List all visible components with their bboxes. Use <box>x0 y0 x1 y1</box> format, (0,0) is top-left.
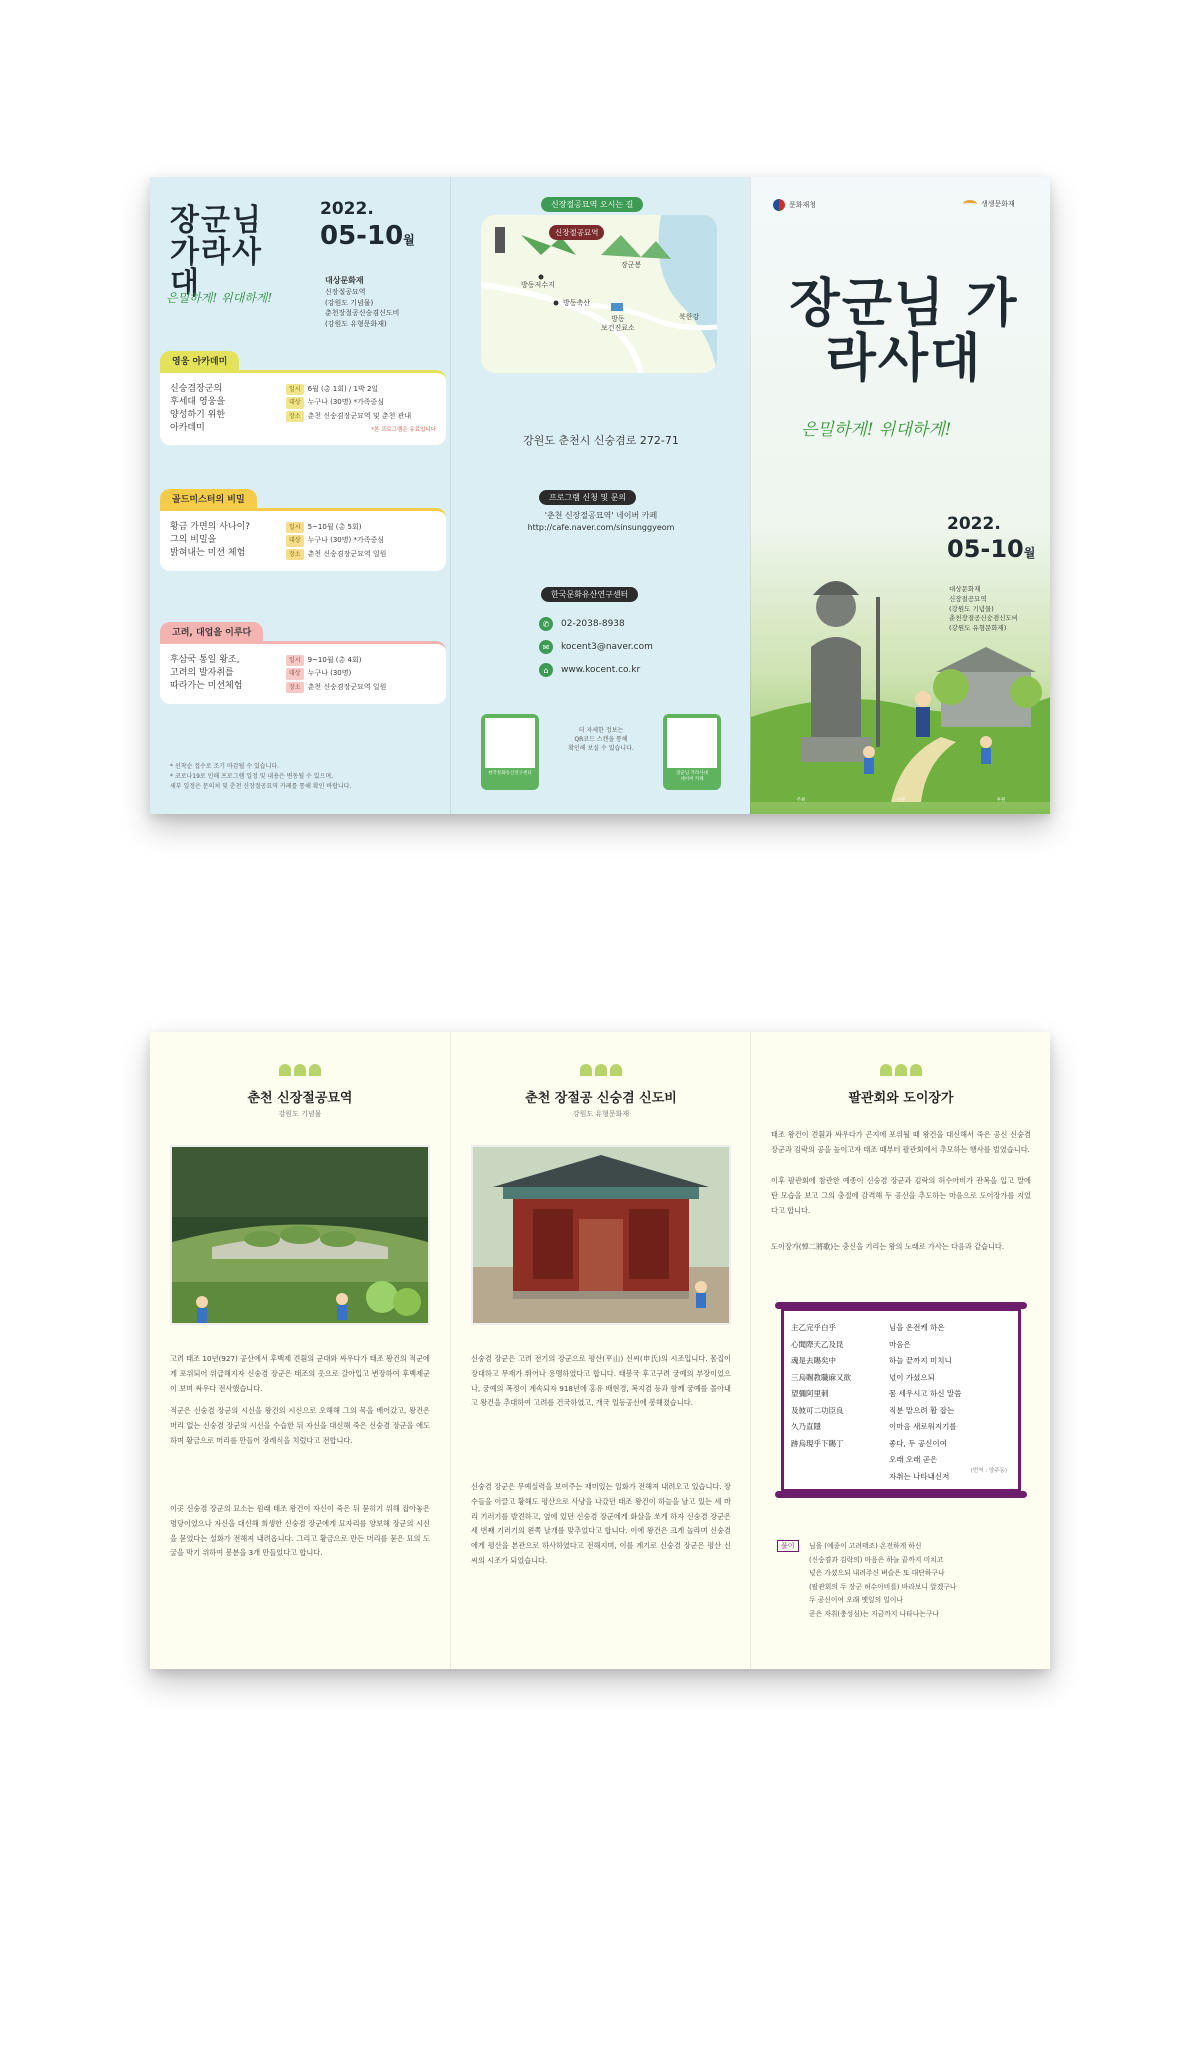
row-tag: 장소 <box>286 549 304 560</box>
contact-chip: 한국문화유산연구센터 <box>541 587 638 602</box>
row-text: 누구나 (30명) <box>307 669 352 678</box>
body-paragraph: 적군은 신숭겸 장군의 시신을 왕건의 시신으로 오해해 그의 목을 베어갔고, 왕건은 머리 없는 신숭겸 장군의 시신을 수습한 뒤 자신을 대신해 죽은 신숭겸 장군을 애도하며 황금으로 머리를 만들어 장례식을 치렀다고 전합니다. <box>170 1406 430 1445</box>
org-name: 대상문화재 <box>949 585 981 593</box>
sponsor-label: 주최 <box>796 798 806 803</box>
row-text: 5~10월 (총 5회) <box>307 523 362 531</box>
contact-email <box>539 640 653 654</box>
logo-living-heritage <box>963 199 1015 209</box>
row-text: 춘천 신숭겸장군묘역 및 춘천 관내 <box>307 411 412 420</box>
program-rows <box>286 521 436 561</box>
qr-code-image <box>667 718 717 768</box>
program-card <box>160 487 446 571</box>
date-unit-text: 월 <box>1023 546 1036 560</box>
contact-web <box>539 663 640 677</box>
logo-right-text: 생생문화재 <box>981 200 1015 208</box>
slogan-small: 은밀하게! 위대하게! <box>166 291 273 305</box>
row-text: 춘천 신숭겸장군묘역 일원 <box>307 682 387 691</box>
general-statue-illustration <box>751 537 1050 802</box>
gloss-text: 님을 (예종이 고려태조) 온전하게 하신 (신숭겸과 김락의) 마음은 하늘 끝까지 미치고 넋은 가셨으되 내려주신 벼슬은 또 대단하구나 (팔관회의 두 장군 허수아비를) 바라보니 알겠구나 두 공신이여 오래 옛일의 일이나 곧은 자취(충성심)는 지금까지 나타나는구나 <box>809 1542 957 1618</box>
sponsor-label: 후원 <box>996 798 1006 803</box>
qr-code-right[interactable] <box>663 714 721 790</box>
org-line1: 신장절공묘역 <box>949 594 987 603</box>
gloss-tag: 풀이 <box>777 1540 799 1552</box>
row-tag: 장소 <box>286 411 304 422</box>
poem-scroll <box>775 1302 1027 1498</box>
footnotes <box>170 762 440 793</box>
apply-chip: 프로그램 신청 및 문의 <box>539 490 636 505</box>
footnote: * 코로나19로 인해 프로그램 일정 및 내용은 변동될 수 있으며, <box>170 773 334 781</box>
qr-info-text: 더 자세한 정보는 QR코드 스캔을 통해 확인해 보실 수 있습니다. <box>568 727 634 752</box>
leaf-icon <box>279 1064 291 1076</box>
panel-palgwanhoe <box>750 1032 1050 1669</box>
date-day-small <box>320 221 415 251</box>
leaf-icon <box>910 1064 922 1076</box>
qr-caption: 장군님 가라사대 네이버 카페 <box>676 771 708 782</box>
logo-cultural-heritage-admin <box>773 199 816 211</box>
leaf-icon <box>580 1064 592 1076</box>
org-line2: 춘천장절공신숭겸신도비 <box>949 614 1019 623</box>
date-year: 2022. <box>947 514 1001 534</box>
apply-info <box>451 510 750 534</box>
program-rows <box>286 383 436 435</box>
sponsor-bar <box>751 797 1050 803</box>
panel-tomb <box>150 1032 450 1669</box>
row-tag: 대상 <box>286 668 304 679</box>
leaf-ornament <box>451 1064 750 1076</box>
program-row <box>286 521 436 534</box>
row-tag: 일시 <box>286 522 304 533</box>
program-row <box>286 410 436 423</box>
leaf-ornament <box>150 1064 450 1076</box>
org-line2-sub: (강원도 유형문화재) <box>949 624 1007 632</box>
leaf-ornament <box>751 1064 1050 1076</box>
org-line2: 춘천장절공신숭겸신도비 <box>325 309 400 317</box>
poem-credit: (번역 : 양주동) <box>970 1468 1007 1474</box>
scroll-rod-bottom <box>775 1491 1027 1498</box>
panel-subtitle: 강원도 유형문화재 <box>572 1110 630 1118</box>
location-map <box>481 215 717 373</box>
program-row <box>286 548 436 561</box>
slogan: 은밀하게! 위대하게! <box>801 420 952 440</box>
body-paragraph: 도이장가(悼二將歌)는 충신을 기리는 왕의 노래로 가사는 다음과 같습니다. <box>771 1242 1005 1251</box>
row-text: 누구나 (30명) *가족중심 <box>307 536 385 545</box>
org-line1-sub: (강원도 기념물) <box>325 298 374 307</box>
map-pin-label: 신장절공묘역 <box>549 225 604 240</box>
program-row <box>286 667 436 680</box>
logo-left-text: 문화재청 <box>789 201 817 209</box>
program-title: 후삼국 통일 왕조, 고려의 발자취를 따라가는 미션체험 <box>170 655 243 692</box>
program-title: 황금 가면의 사나이? 그의 비밀을 밝혀내는 미션 체험 <box>170 522 251 559</box>
row-tag: 대상 <box>286 397 304 408</box>
tomb-photo <box>170 1145 430 1325</box>
row-text: 춘천 신숭겸장군묘역 일원 <box>307 549 387 558</box>
target-heritage-small <box>325 275 399 329</box>
body-paragraph: 신숭겸 장군은 무예실력을 보여주는 재미있는 일화가 전해져 내려오고 있습니다. 장수들을 이끌고 황해도 평산으로 사냥을 나갔던 태조 왕건이 하늘을 날고 있는 세 마리 기러기를 발견하고, 옆에 있던 신숭겸 장군에게 화살을 쏘게 하자 신숭겸 장군은 세 번째 기러기의 왼쪽 날개를 맞추었다고 합니다. 이에 왕건은 크게 놀라며 신숭겸에게 평산을 본관으로 하사하였다고 전해지며, 이를 계기로 신숭겸 장군은 평산 신씨의 시조가 되었습니다. <box>471 1482 731 1565</box>
program-row <box>286 654 436 667</box>
program-rows <box>286 654 436 694</box>
map-label: 장군봉 <box>621 261 642 269</box>
contact-phone <box>539 617 625 631</box>
poem-hanja: 主乙完乎白乎 心聞際天乙及昆 魂是去賜矣中 三烏賜教職麻又欲 望彌阿里刺 及彼可二功臣良 久乃直隱 跡烏現乎下賜丁 <box>791 1323 851 1448</box>
monument-photo-image <box>473 1147 729 1323</box>
body-paragraph: 태조 왕건이 견훤과 싸우다가 곤지에 포위될 때 왕건을 대신해서 죽은 공신 신숭겸 장군과 김락의 공을 높이고자 태조 때부터 팔관회에서 추모하는 행사를 벌였습니다. <box>771 1130 1031 1154</box>
program-tab: 고려, 대업을 이루다 <box>160 622 263 641</box>
leaf-icon <box>294 1064 306 1076</box>
org-name: 대상문화재 <box>325 276 364 285</box>
panel-title: 춘천 신장절공묘역 <box>247 1091 353 1106</box>
panel-subtitle: 강원도 기념물 <box>278 1110 322 1118</box>
panel-cover <box>750 177 1050 814</box>
qr-code-left[interactable] <box>481 714 539 790</box>
panel-monument <box>450 1032 750 1669</box>
sponsor-label: 주관 <box>896 798 906 803</box>
brochure-title: 장군님 가라사대 <box>789 273 1019 389</box>
program-row <box>286 396 436 409</box>
date-days-text: 05-10 <box>947 535 1024 563</box>
program-note: *본 프로그램은 유료입니다 <box>371 426 436 433</box>
row-tag: 일시 <box>286 655 304 666</box>
leaf-icon <box>880 1064 892 1076</box>
row-tag: 일시 <box>286 384 304 395</box>
brochure-title-small: 장군님 가라사대 <box>170 203 263 301</box>
program-tab: 골드미스터의 비밀 <box>160 489 257 508</box>
leaf-icon <box>610 1064 622 1076</box>
program-body <box>160 508 446 571</box>
qr-code-image <box>485 718 535 768</box>
brochure-outer-sheet <box>150 177 1050 814</box>
date-year-small: 2022. <box>320 199 374 219</box>
home-icon: ⌂ <box>539 663 553 677</box>
date-days-text: 05-10 <box>320 221 404 251</box>
org-line1: 신장절공묘역 <box>325 288 366 296</box>
map-label: 방동 보건진료소 <box>601 315 635 333</box>
body-paragraph: 이곳 신숭겸 장군의 묘소는 원래 태조 왕건이 자신이 죽은 뒤 묻히기 위해 잡아놓은 명당이었으나 자신을 대신해 희생한 신숭겸 장군에게 묘자리를 양보해 장군의 시신을 묻었다는 설화가 전해져 내려옵니다. 그리고 황금으로 만든 머리를 묻은 묘의 도굴을 막기 위하여 봉분을 3개 만들었다고 합니다. <box>170 1504 430 1558</box>
program-body <box>160 641 446 704</box>
phone-icon: ✆ <box>539 617 553 631</box>
panel-title: 춘천 장절공 신숭겸 신도비 <box>525 1091 677 1106</box>
org-line2-sub: (강원도 유형문화재) <box>325 319 387 328</box>
mail-icon: ✉ <box>539 640 553 654</box>
map-label: 방동축산 <box>563 299 591 307</box>
program-card <box>160 349 446 445</box>
date-unit-text: 월 <box>403 233 415 247</box>
qr-caption: 한국문화유산연구센터 <box>488 771 532 776</box>
directions-chip: 신장절공묘역 오시는 길 <box>541 197 643 212</box>
heritage-logo-icon <box>963 200 977 208</box>
row-text: 9~10월 (총 4회) <box>307 656 362 664</box>
web-text[interactable]: www.kocent.co.kr <box>561 665 641 675</box>
footnote: 세부 일정은 문의처 및 춘천 신장절공묘역 카페를 통해 확인 바랍니다. <box>170 783 352 791</box>
program-title: 신숭겸장군의 후세대 영웅을 양성하기 위한 아카데미 <box>170 384 226 434</box>
row-tag: 장소 <box>286 682 304 693</box>
program-row <box>286 383 436 396</box>
tomb-photo-image <box>172 1147 428 1323</box>
panel-title: 팔관회와 도이장가 <box>848 1091 954 1106</box>
poem <box>791 1320 1011 1485</box>
panel-directions <box>450 177 750 814</box>
poem-hangul: 님을 온전케 하온 마음은 하늘 끝까지 미치니 넋이 가셨으되 몸 세우시고 하신 말씀 직분 맡으려 활 잡는 이마음 새로워지기를 좋다, 두 공신이여 오래 오래 곧은 자취는 나타내신저 <box>889 1323 962 1481</box>
body-paragraph: 신숭겸 장군은 고려 전기의 장군으로 평산(平山) 신씨(申氏)의 시조입니다. 몸집이 장대하고 무재가 뛰어나 용맹하였다고 합니다. 태봉국 후고구려 궁예의 부장이었으나, 궁예의 폭정이 계속되자 918년에 홍유 배현경, 복지겸 등과 함께 궁예를 몰아내고 왕건을 추대하여 고려를 건국하였고, 개국 일등공신에 봉해졌습니다. <box>471 1354 731 1408</box>
footnote: * 선착순 접수로 조기 마감될 수 있습니다. <box>170 763 280 770</box>
map-label: 북한강 <box>679 313 700 321</box>
program-row <box>286 534 436 547</box>
program-tab: 영웅 아카데미 <box>160 351 239 370</box>
address: 강원도 춘천시 신숭겸로 272-71 <box>523 434 679 447</box>
program-body <box>160 370 446 445</box>
body-paragraph: 고려 태조 10년(927) 공산에서 후백제 견훤의 군대와 싸우다가 태조 왕건의 적군에게 포위되어 위급해지자 신숭겸 장군은 태조의 옷으로 갈아입고 변장하여 후백제군이 보며 싸우다 전사했습니다. <box>170 1354 430 1393</box>
government-emblem-icon <box>773 199 785 211</box>
program-card <box>160 620 446 704</box>
apply-cafe-name: '춘천 신장절공묘역' 네이버 카페 <box>544 511 658 520</box>
email-text: kocent3@naver.com <box>561 642 653 652</box>
row-text: 누구나 (30명) *가족중심 <box>307 398 385 407</box>
leaf-icon <box>595 1064 607 1076</box>
map-label: 방동저수지 <box>521 281 555 289</box>
row-text: 6월 (총 1회) / 1박 2일 <box>307 385 379 393</box>
body-paragraph: 이후 팔관회에 참관한 예종이 신숭겸 장군과 김락의 허수아비가 관복을 입고 말에 탄 모습을 보고 그의 충절에 감격해 두 공신을 추도하는 마음으로 도이장가를 지었다고 합니다. <box>771 1176 1031 1215</box>
leaf-icon <box>309 1064 321 1076</box>
apply-cafe-url[interactable]: http://cafe.naver.com/sinsunggyeom <box>527 523 675 532</box>
row-tag: 대상 <box>286 535 304 546</box>
org-line1-sub: (강원도 기념물) <box>949 604 994 613</box>
panel-programs <box>150 177 450 814</box>
leaf-icon <box>895 1064 907 1076</box>
phone-text: 02-2038-8938 <box>561 619 625 629</box>
brochure-inner-sheet <box>150 1032 1050 1669</box>
monument-photo <box>471 1145 731 1325</box>
program-row <box>286 681 436 694</box>
